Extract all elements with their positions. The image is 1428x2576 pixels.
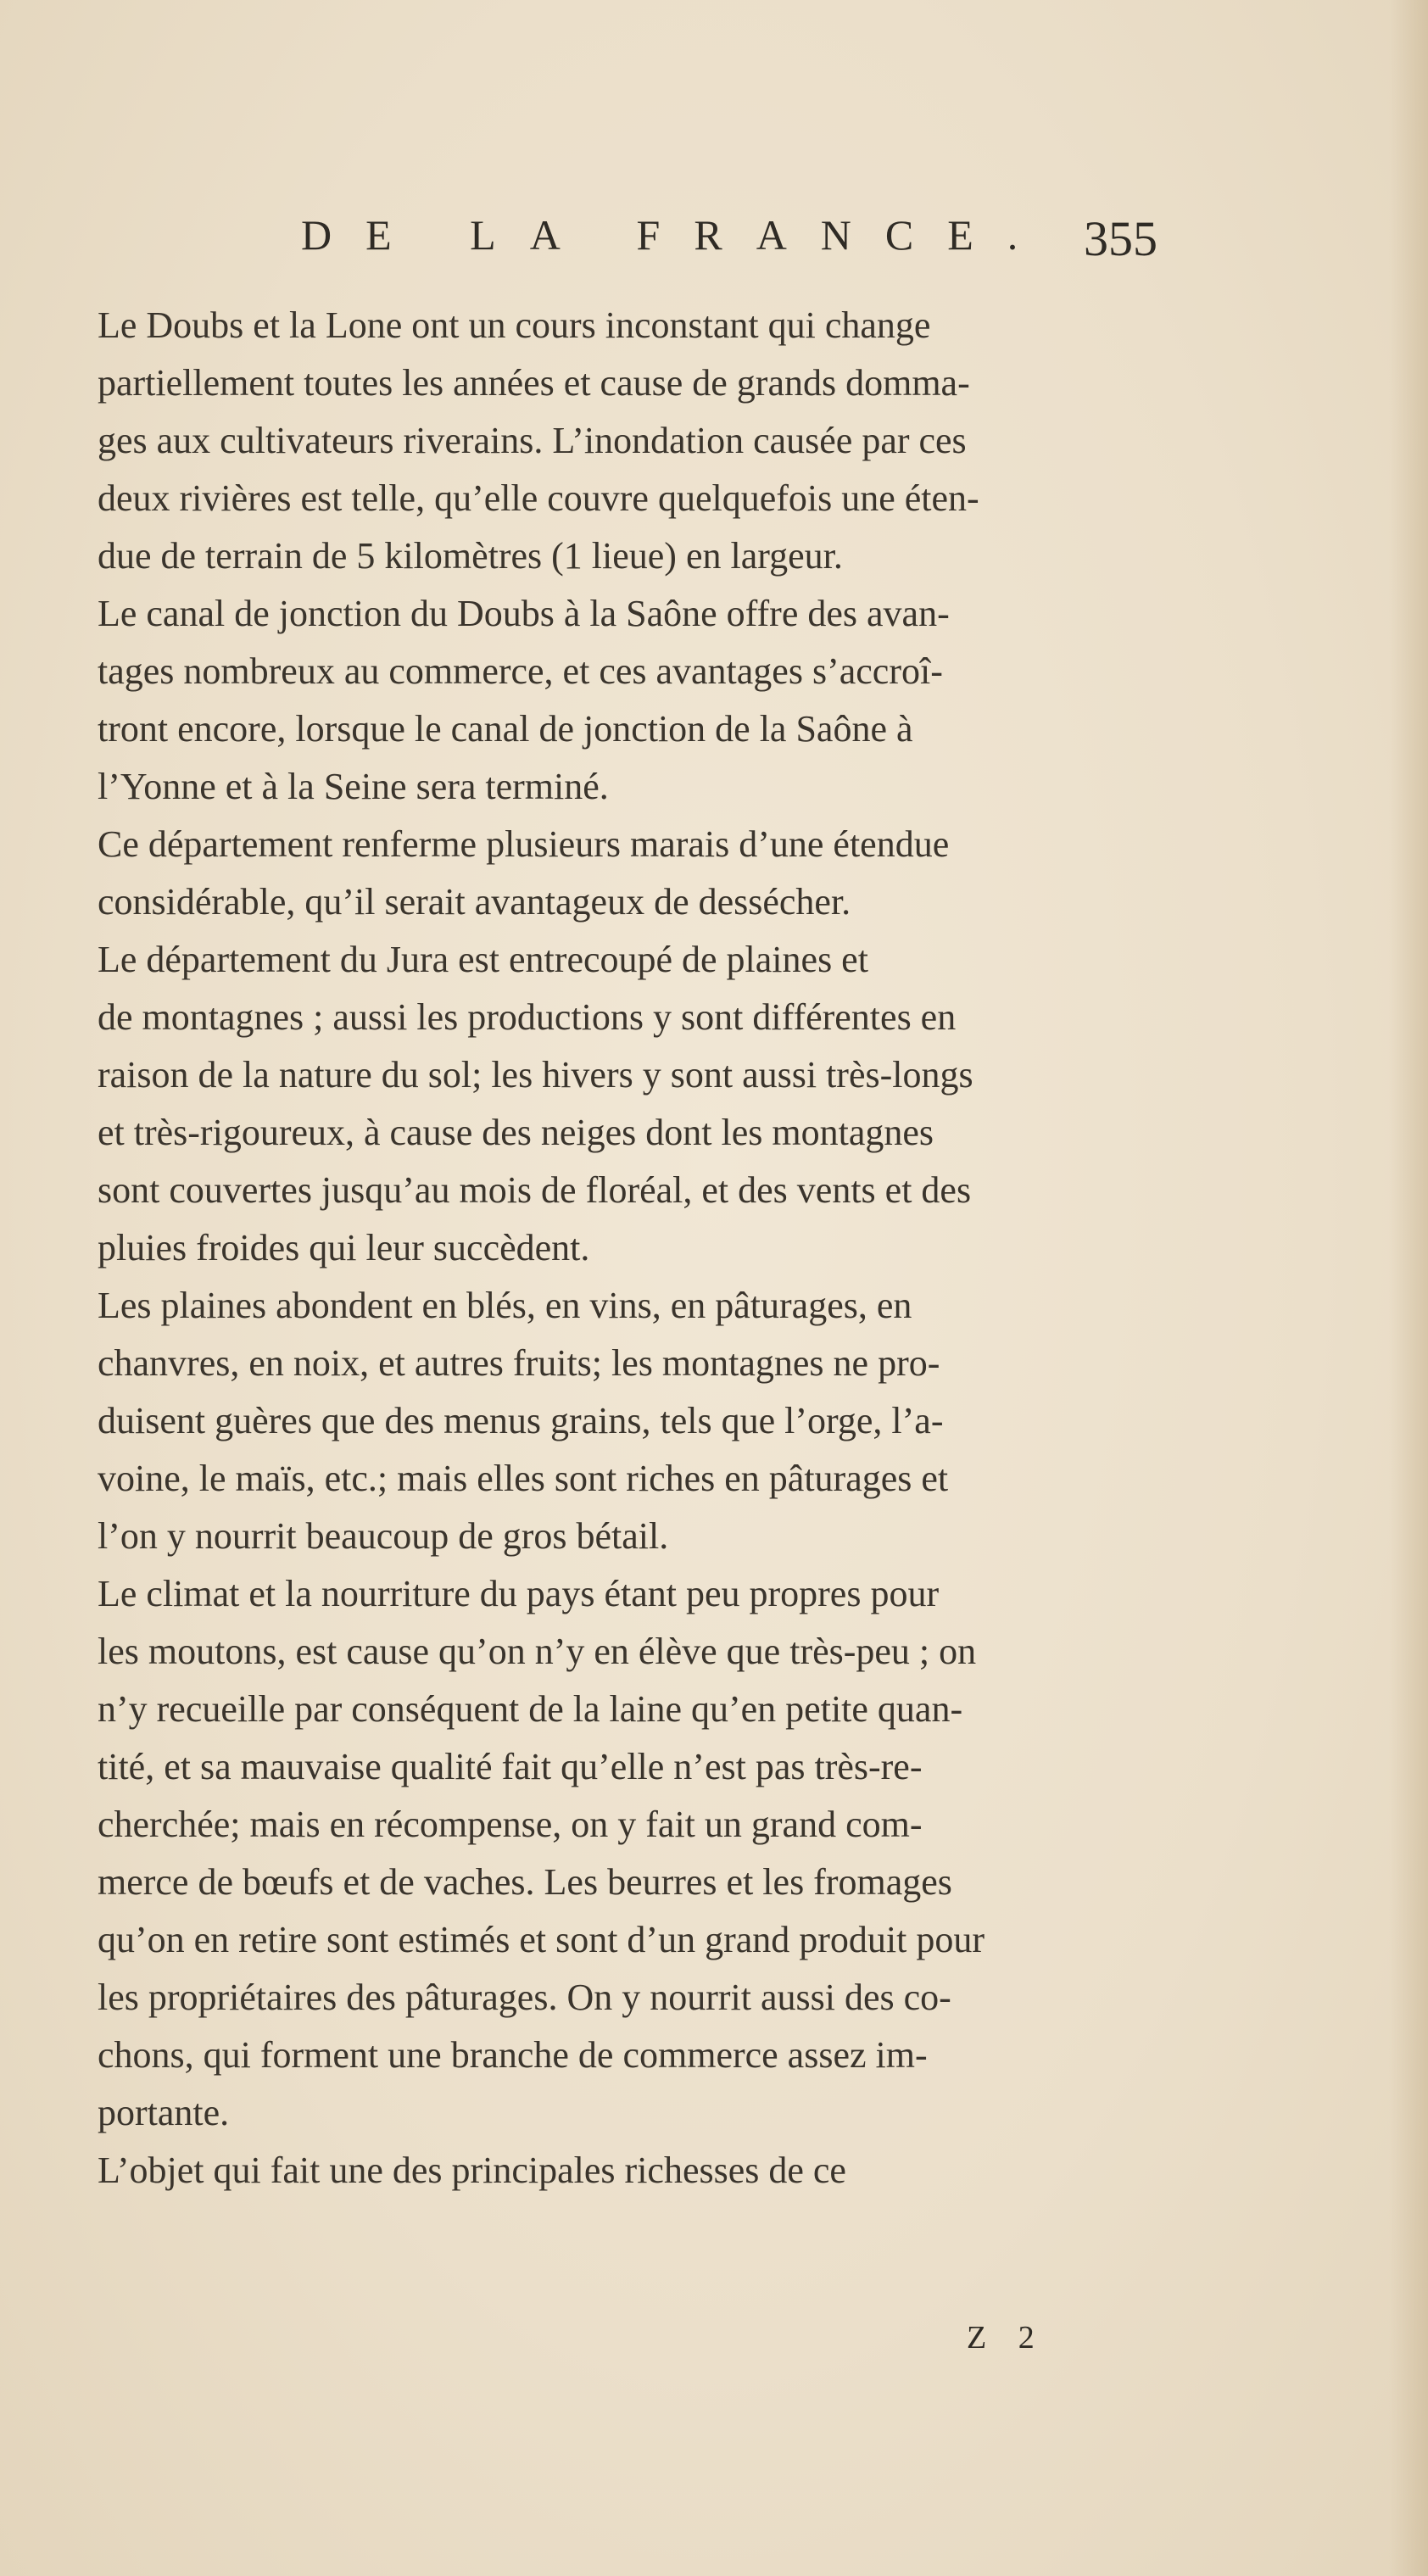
text-line: partiellement toutes les années et cause de grands domma-: [98, 362, 970, 404]
text-line: raison de la nature du sol; les hivers y sont aussi très-longs: [98, 1054, 973, 1096]
text-line: due de terrain de 5 kilomètres (1 lieue) en largeur.: [98, 535, 843, 577]
paragraph: [98, 816, 1162, 931]
text-line: ges aux cultivateurs riverains. L’inondation causée par ces: [98, 420, 967, 461]
text-line: qu’on en retire sont estimés et sont d’un grand produit pour: [98, 1919, 985, 1960]
text-line: chons, qui forment une branche de commerce assez im-: [98, 2034, 928, 2076]
text-line: n’y recueille par conséquent de la laine qu’en petite quan-: [98, 1688, 963, 1730]
paragraph: [98, 1277, 1162, 1565]
text-line: pluies froides qui leur succèdent.: [98, 1227, 590, 1268]
text-line: Les plaines abondent en blés, en vins, en pâturages, en: [98, 1285, 912, 1326]
text-line: considérable, qu’il serait avantageux de dessécher.: [98, 881, 851, 923]
text-line: tages nombreux au commerce, et ces avantages s’accroî-: [98, 650, 943, 692]
paragraph: [98, 585, 1162, 816]
text-line: deux rivières est telle, qu’elle couvre quelquefois une éten-: [98, 477, 979, 519]
text-line: Le département du Jura est entrecoupé de plaines et: [98, 939, 868, 980]
text-line: et très-rigoureux, à cause des neiges dont les montagnes: [98, 1112, 934, 1153]
text-line: sont couvertes jusqu’au mois de floréal, et des vents et des: [98, 1169, 972, 1211]
text-line: portante.: [98, 2092, 230, 2133]
signature-mark: Z 2: [967, 2320, 1046, 2356]
page-header: [301, 210, 1157, 278]
running-title: DE LA FRANCE.: [301, 211, 1052, 259]
text-line: l’on y nourrit beaucoup de gros bétail.: [98, 1515, 669, 1557]
text-line: de montagnes ; aussi les productions y sont différentes en: [98, 996, 957, 1038]
text-line: les propriétaires des pâturages. On y nourrit aussi des co-: [98, 1977, 951, 2018]
paragraph: [98, 931, 1162, 1277]
text-line: Le climat et la nourriture du pays étant peu propres pour: [98, 1573, 940, 1614]
text-line: L’objet qui fait une des principales richesses de ce: [98, 2149, 846, 2191]
paragraph: [98, 1565, 1162, 2142]
page-edge-shadow: [1389, 0, 1428, 2576]
text-line: chanvres, en noix, et autres fruits; les montagnes ne pro-: [98, 1342, 940, 1384]
page-number: 355: [1084, 211, 1157, 266]
text-line: merce de bœufs et de vaches. Les beurres et les fromages: [98, 1861, 952, 1903]
body-text: [98, 297, 1162, 2200]
text-line: Ce département renferme plusieurs marais d’une étendue: [98, 823, 950, 865]
text-line: duisent guères que des menus grains, tels que l’orge, l’a-: [98, 1400, 944, 1441]
text-line: Le Doubs et la Lone ont un cours inconstant qui change: [98, 304, 931, 346]
paragraph: [98, 297, 1162, 585]
text-line: l’Yonne et à la Seine sera terminé.: [98, 766, 609, 807]
text-line: cherchée; mais en récompense, on y fait un grand com-: [98, 1804, 923, 1845]
text-line: Le canal de jonction du Doubs à la Saône offre des avan-: [98, 593, 950, 634]
paragraph: [98, 2142, 1162, 2200]
text-line: tront encore, lorsque le canal de jonction de la Saône à: [98, 708, 913, 750]
text-line: voine, le maïs, etc.; mais elles sont riches en pâturages et: [98, 1458, 949, 1499]
text-line: les moutons, est cause qu’on n’y en élève que très-peu ; on: [98, 1631, 977, 1672]
text-line: tité, et sa mauvaise qualité fait qu’elle n’est pas très-re-: [98, 1746, 923, 1787]
